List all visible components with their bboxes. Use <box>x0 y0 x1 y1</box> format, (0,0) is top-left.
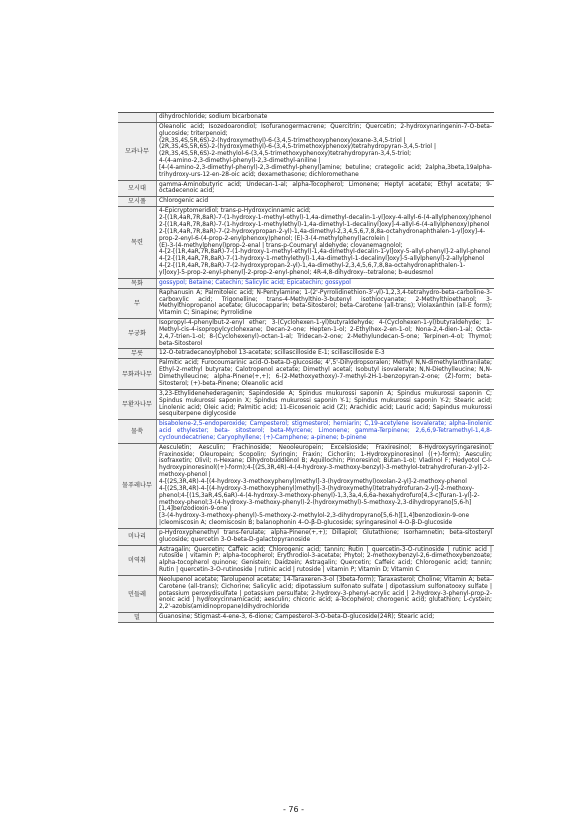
table-row <box>118 613 494 623</box>
compound-text: Palmitic acid; Furocoumarinic acid-O-beta-D-glucoside; 4',5'-Dihydropsoralen; Methyl N,N-dimethylanthranilate; Ethyl-2-methyl butyrate; Calotropenol acetate; Dimethyl acetal; Isobutyl isovalerate; N,N-Diethylleucine; N,N-Dimethylleucine; alpha-Pinene(+,+); 6-(2-Methoxyethoxy)-7-methyl-2H-1-benzopyran-2-one; (Z)-form; beta-Sitosterol; (+)-beta-Pinene; Oleanolic acid <box>159 360 492 387</box>
plant-name-cell: 미나리 <box>118 529 157 545</box>
compound-text: Aesculetin; Aesculin; Frachinoside; Neooleuropein; Excelsioside; Fraxiresinol; 8-Hydroxysyringaresinol; Fraxinoside; Oleuropein; Scopolin; Syringin; Fraxin; Cichoriin; 1-Hydroxypinoresinol ((+)-form); Aesculin; isofraxetin; Olivil; n-Hexane; Dihydrobuddlenol B; Aquillochin; Pinoresinol; Butan-1-ol; Vladinol F; Hedyotol C-I-hydroxypinoresinol((+)-form);4-[(2S,3R,4R)-4-(4-hydroxy-3-methoxy-benzyl)-3-methylol-tetrahydrofuran-2-yl]-2-methoxy-phenol | <box>159 444 492 479</box>
compound-list-cell <box>157 390 494 419</box>
compound-text: 4-[2-[(1R,4aR,7R,8aR)-7-(2-hydroxypropan-2-yl)-1,4a-dimethyl-2,3,4,5,6,7,8,8a-octahydronaphthalen-1-yl]oxy]-5-prop-2-enyl-phenyl]-2-prop-2-enyl-phenol; 4R-4,8-dihydroxy--tetralone; b-eudesmol <box>159 263 466 276</box>
compound-text: 2-[(1R,4aR,7R,8aR)-7-(1-hydroxy-1-methylethyl)-1,4a-dimethyl-1-decalinyl]oxy]-4-allyl-6-(4-allylphenoxy)phenol <box>159 221 490 228</box>
plant-name-cell: 목화 <box>118 279 157 288</box>
table-row <box>118 529 494 546</box>
compound-list-cell <box>157 529 494 545</box>
compound-text: 3,23-Ethylidenehederagenin; Sapindoside A; Spindus mukurossi saponin A; Spindus mukurossi saponin C; Spindus mukurossi saponin X; Spindus mukurossi saponin Y-1; Spindus mukurossi saponin Y-2; Stearic acid; Linolenic acid; Oleic acid; Palmitic acid; 11-Eicosenoic acid (Z); Arachidic acid; Lauric acid; Sapindus mukurossi sesquiterpene diglycoside <box>159 390 492 418</box>
plant-name-cell: 미역취 <box>118 546 157 575</box>
compound-text: Neolupenol acetate; Tarolupenol acetate; 14-Taraxeren-3-ol (3beta-form); Taraxasterol; Choline; Vitamin A; beta-Carotene (all-trans); Cichorine; Salicylic acid; dipotassium sulfonato sulfate | dipotassium sulfonatooxy sulfate | potassium peroxydisulfate | potassium persulfate; 2-hydroxy-3-phenyl-acrylic acid | 2-hydroxy-3-phenyl-prop-2-enoic acid | hydroxycinnamicacid; aesculin; chicoric acid; a-Tocopherol; chorogenic acid; glutathion; L-cystein; 2,2'-azobis(amidinopropane)dihydrochloride <box>159 576 492 611</box>
plant-name-cell: 무 <box>118 289 157 318</box>
compound-text: p-Hydroxyphenethyl trans-ferulate; alpha-Pinene(+,+); Dillapiol; Glutathione; Isorhamnetin; beta-sitosteryl glucoside; quercetin 3-O-beta-D-galactopyranoside <box>159 529 492 543</box>
compound-list-cell <box>157 181 494 197</box>
plant-name-cell <box>118 113 157 122</box>
compound-list-cell <box>157 576 494 612</box>
table-row <box>118 289 494 319</box>
compound-text: 2-[(1R,4aR,7R,8aR)-7-(1-hydroxy-1-methyl-ethyl)-1,4a-dimethyl-decalin-1-yl]oxy-4-allyl-6-(4-allylphenoxy)phenol <box>159 215 492 222</box>
compound-text: 4-[2-[(1R,4aR,7R,8aR)-7-(1-hydroxy-1-methyl-ethyl)-1,4a-dimethyl-decalin-1-yl]oxy-5-allyl-phenyl]-2-allyl-phenol <box>159 249 491 256</box>
compound-list-cell <box>157 359 494 388</box>
table-row <box>118 113 494 123</box>
plant-name-cell: 물쑥 <box>118 420 157 443</box>
compound-text: 4-[(2S,3R,4R)-4-[(4-hydroxy-3-methoxyphenyl)methyl]-3-(hydroxymethyl)tetrahydrofuran-2-yl]-2-methoxy-phenol;4-[(1S,3aR,4S,6aR)-4-(4-hydroxy-3-methoxy-phenyl)-1,3,3a,4,6,6a-hexahydrofuro[4,3-c]furan-1-yl]-2-methoxy-phenol;3-(4-hydroxy-3-methoxy-phenyl)-2-(hydroxymethyl)-5-methoxy-2,3-dihydropyrano[5,6-h][1,4]benzodioxin-9-one | <box>159 485 480 513</box>
table-row <box>118 349 494 359</box>
table-row <box>118 279 494 289</box>
compound-list-cell <box>157 420 494 443</box>
compound-list-cell <box>157 207 494 277</box>
compound-list-cell <box>157 349 494 358</box>
table-row <box>118 359 494 389</box>
compound-list-cell <box>157 613 494 622</box>
plant-name-cell: 모시대 <box>118 181 157 197</box>
compound-list-cell <box>157 319 494 348</box>
table-row <box>118 197 494 207</box>
table-row <box>118 420 494 444</box>
table-row <box>118 319 494 349</box>
plant-name-cell: 무환자나무 <box>118 390 157 419</box>
compound-text: 4-(4-amino-2,3-dimethyl-phenyl)-2,3-dimethyl-aniline | <box>159 158 321 165</box>
table-row <box>118 444 494 529</box>
plant-name-cell: 무릇 <box>118 349 157 358</box>
plant-name-cell: 목련 <box>118 207 157 277</box>
plant-name-cell: 모시풀 <box>118 197 157 206</box>
plant-name-cell: 무화과나무 <box>118 359 157 388</box>
plant-name-cell: 모과나무 <box>118 123 157 180</box>
compound-text: 4-[2-[(1R,4aR,7R,8aR)-7-(1-hydroxy-1-methylethyl)-1,4a-dimethyl-1-decalinyl]oxy]-5-allylphenyl]-2-allylphenol <box>159 256 485 263</box>
compound-text: 12-O-tetradecanoylphobol 13-acetate; scillascilloside E-1; scillascilloside E-3 <box>159 350 385 357</box>
table-row <box>118 576 494 613</box>
compound-text: (2R,3S,4S,5R,6S)-2-methylol-6-(3,4,5-trimethoxyphenoxy)tetrahydropyran-3,4,5-triol; <box>159 151 412 158</box>
compound-text: bisabolene-2,5-endoperoxide; Campesterol; stigmesterol; herniarin; C,19-acetylene isovalerate; alpha-linolenic acid ethylester; beta- sitosterol; beta-Myrcene; Limonene; gamma-Terpinene; 2,6,6,9-Tetramethyl-1,4,8-cycloundecatriene; Caryophyllene; (+)-Camphene; a-pinene; b-pinene <box>159 421 492 441</box>
compound-list-cell <box>157 123 494 180</box>
plant-name-cell: 밀 <box>118 613 157 622</box>
compound-list-cell <box>157 546 494 575</box>
compound-text: Raphanusin A; Palmitoleic acid; N-Pentylamine; 1-(2'-Pyrrolidinethion-3'-yl)-1,2,3,4-tetrahydro-beta-carboline-3-carboxylic acid; Trigonelline; trans-4-Methylthio-3-butenyl isothiocyanate; 2-Methylthioethanol; 3-Methylthiopropanol acetate; Glucocapparin; beta-Sitosterol; beta-Carotene (all-trans); Violaxanthin (all-E form); Vitamin C; Sinapine; Pyrrolidine <box>159 289 492 317</box>
compound-text: 4-[(2S,3R,4R)-4-[(4-hydroxy-3-methoxyphenyl)methyl]-3-(hydroxymethyl)oxolan-2-yl]-2-methoxy-phenol <box>159 478 467 485</box>
compound-text: Oleanolic acid; Isozedoarondiol; Isofuranogermacrene; Quercitrin; Quercetin; 2-hydroxynaringenin-7-O-beta-glucoside; triterpenoid; <box>159 123 492 137</box>
compound-text: Astragalin; Quercetin; Caffeic acid; Chlorogenic acid; tannin; Rutin | quercetin-3-O-rutinoside | rutinic acid | rutoside | vitamin P; alpha-tocopherol; Erythrodiol-3-acetate; Phytol; 2-methoxybenzyl-2,6-dimethoxybenzoate; alpha-tocopherol quinone; Genistein; Daidzein; Astragalin; Quercetin; Caffeic acid; Chlorogenic acid; tannin; Rutin | quercetin-3-O-rutinoside | rutinic acid | rutoside | vitamin P; Vitamin D; Vitamin C <box>159 546 492 574</box>
compound-text: 2-[(1R,4aR,7R,8aR)-7-(2-hydroxypropan-2-yl)-1,4a-dimethyl-2,3,4,5,6,7,8,8a-octahydronaphthalen-1-yl]oxy]-4-prop-2-enyl-6-(4-prop-2-enylphenoxy)phenol; (E)-3-(4-methylphenyl)acrolein | <box>159 228 486 242</box>
compound-text: gossypol; Betaine; Catechin; Salicylic acid; Epicatechin; gossypol <box>159 279 351 286</box>
plant-name-cell: 물푸레나무 <box>118 444 157 528</box>
compound-text: Chlorogenic acid <box>159 198 209 205</box>
page-number: - 76 - <box>282 805 305 814</box>
compound-text: (E)-3-(4-methylphenyl)prop-2-enal | trans-p-Coumaryl aldehyde; clovanemagnolol; <box>159 242 403 249</box>
compound-list-cell <box>157 289 494 318</box>
plant-name-cell: 무궁화 <box>118 319 157 348</box>
compound-text: 4-Epicryptomeridiol; trans-p-Hydroxycinnamic acid; <box>159 208 311 215</box>
compound-text: [4-(4-amino-2,3-dimethyl-phenyl)-2,3-dimethyl-phenyl]amine; betuline; crategolic acid; 2alpha,3beta,19alpha-trihydroxy-urs-12-en-28-oic acid; dexamethasone; dichloromethane <box>159 164 492 178</box>
compound-text: gamma-Aminobutyric acid; Undecan-1-al; alpha-Tocopherol; Limonene; Heptyl acetate; Ethyl acetate; 9-octadecenoic acid; <box>159 181 492 195</box>
compound-text: Isopropyl-4-phenylbut-2-enyl ether; 3-(Cyclohexen-1-yl)butyraldehyde; 4-(Cyclohexen-1-yl)butyraldehyde; 1-Methyl-cis-4-isopropylcyclohexane; Decan-2-one; Hepten-1-ol; 2-Ethylhex-2-en-1-ol; Nona-2,4-dien-1-al; Octa-2,4,7-trien-1-ol; 8-(Cyclohexenyl)-octan-1-al; Tridecan-2-one; 2-Methylundecan-5-one; Terpinen-4-ol; Thymol; beta-Sitosterol <box>159 320 492 347</box>
compound-list-cell <box>157 113 494 122</box>
table-row <box>118 390 494 420</box>
compound-text: Guanosine; Stigmast-4-ene-3, 6-dione; Campesterol-3-O-beta-D-glucoside(24R); Stearic acid; <box>159 614 435 621</box>
compound-list-cell <box>157 197 494 206</box>
table-row <box>118 546 494 576</box>
compound-text: dihydrochloride; sodium bicarbonate <box>159 114 268 120</box>
compound-text: (2R,3S,4S,5R,6S)-2-(hydroxymethyl)-6-(3,4,5-trimethoxyphenoxy)oxane-3,4,5-triol | <box>159 137 406 144</box>
plant-name-cell: 민들레 <box>118 576 157 612</box>
compound-table <box>118 112 494 623</box>
compound-text: [3-(4-hydroxy-3-methoxy-phenyl)-5-methoxy-2-methylol-2,3-dihydropyrano[5,6-h][1,4]benzodioxin-9-one |cleomiscosin A; cleomiscosin B; balanophonin 4-O-β-D-glucoside; syringaresinol 4-O-β-D-glucoside <box>159 513 470 527</box>
compound-list-cell <box>157 444 494 528</box>
compound-text: (2R,3S,4S,5R,6S)-2-(hydroxymethyl)-6-(3,4,5-trimethoxyphenoxy)tetrahydropyran-3,4,5-triol | <box>159 144 436 151</box>
table-row <box>118 207 494 278</box>
table-row <box>118 181 494 198</box>
table-row <box>118 123 494 181</box>
compound-list-cell <box>157 279 494 288</box>
